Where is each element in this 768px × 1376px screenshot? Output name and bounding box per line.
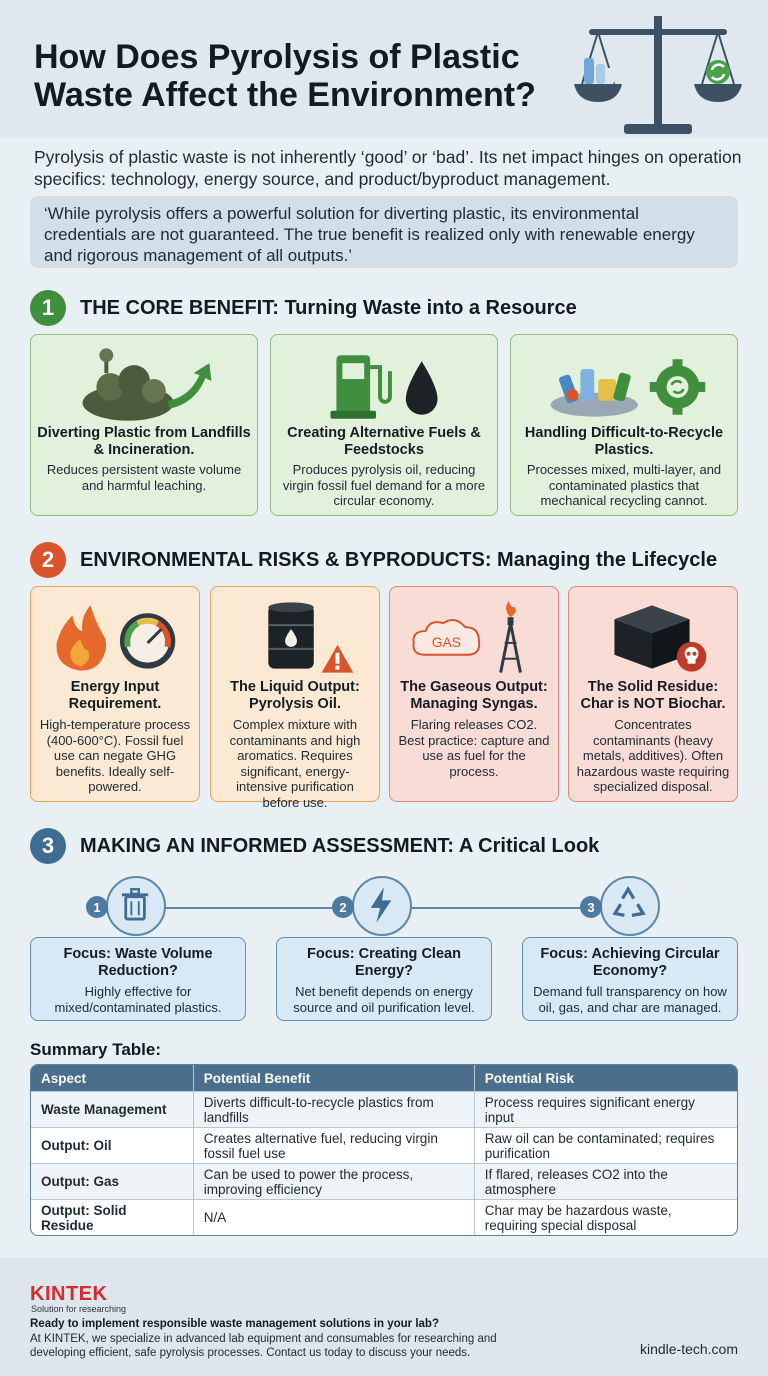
kintek-logo: KINTEK: [30, 1283, 108, 1305]
section-3-number: 3: [30, 828, 66, 864]
card-description: Flaring releases CO2. Best practice: capture and use as fuel for the process.: [398, 717, 550, 779]
step-number: 3: [580, 896, 602, 918]
benefit-card-diverting: [30, 334, 258, 516]
benefit-card-difficult-plastics: [510, 334, 738, 516]
section-2-heading: [30, 540, 717, 580]
table-row: [31, 1163, 737, 1199]
card-description: Concentrates contaminants (heavy metals, additives). Often hazardous waste requiring specialized disposal.: [576, 717, 730, 794]
card-description: Reduces persistent waste volume and harmful leaching.: [46, 462, 242, 493]
gas-label: GAS: [431, 633, 461, 650]
table-header: Potential Risk: [474, 1065, 737, 1091]
card-description: Complex mixture with contaminants and high aromatics. Requires significant, energy-intensive purification before use.: [229, 717, 361, 810]
card-title: The Liquid Output: Pyrolysis Oil.: [230, 679, 360, 712]
section-1-number: 1: [30, 290, 66, 326]
cta-text: At KINTEK, we specialize in advanced lab equipment and consumables for researching and developing efficient, safe pyrolysis processes. Contact us today to discuss your needs.: [30, 1333, 497, 1359]
recycle-icon: [600, 876, 660, 936]
lightning-icon: [352, 876, 412, 936]
table-row: [31, 1199, 737, 1235]
table-cell: N/A: [193, 1199, 474, 1235]
page-title: How Does Pyrolysis of Plastic Waste Affect the Environment?: [34, 38, 536, 114]
section-2-number: 2: [30, 542, 66, 578]
card-title: Diverting Plastic from Landfills & Incineration.: [37, 425, 251, 458]
oil-barrel-warning-icon: [211, 597, 379, 675]
card-description: Produces pyrolysis oil, reducing virgin fossil fuel demand for a more circular economy.: [282, 462, 486, 508]
key-quote: ‘While pyrolysis offers a powerful solution for diverting plastic, its environmental credentials are not guaranteed. The true benefit is realized only with renewable energy and rigorous management of all outputs.’: [30, 196, 738, 268]
summary-title: Summary Table:: [30, 1040, 162, 1059]
card-title: Creating Alternative Fuels & Feedstocks: [287, 425, 481, 458]
table-cell: Raw oil can be contaminated; requires purification: [474, 1127, 737, 1163]
card-title: Focus: Achieving Circular Economy?: [540, 946, 720, 979]
plastics-gear-icon: [511, 345, 737, 423]
card-description: Highly effective for mixed/contaminated plastics.: [54, 984, 222, 1015]
logo-tagline: Solution for researching: [31, 1304, 127, 1314]
table-header: Aspect: [31, 1065, 193, 1091]
section-1-title: THE CORE BENEFIT: Turning Waste into a Resource: [80, 296, 577, 319]
fuel-pump-drop-icon: [271, 345, 497, 423]
trash-bin-icon: [106, 876, 166, 936]
card-title: Energy Input Requirement.: [68, 679, 162, 712]
table-cell: Can be used to power the process, improving efficiency: [193, 1163, 474, 1199]
card-description: Net benefit depends on energy source and oil purification level.: [293, 984, 475, 1015]
card-title: The Solid Residue: Char is NOT Biochar.: [580, 679, 726, 712]
table-cell: If flared, releases CO2 into the atmosphere: [474, 1163, 737, 1199]
risk-card-gaseous-output: [389, 586, 559, 802]
step-number: 2: [332, 896, 354, 918]
table-header: Potential Benefit: [193, 1065, 474, 1091]
landfill-arrow-icon: [31, 345, 257, 423]
table-cell: Process requires significant energy input: [474, 1091, 737, 1127]
table-cell: Diverts difficult-to-recycle plastics from landfills: [193, 1091, 474, 1127]
section-2-title: ENVIRONMENTAL RISKS & BYPRODUCTS: Managing the Lifecycle: [80, 548, 718, 571]
table-cell: Output: Gas: [31, 1163, 193, 1199]
table-header-row: [31, 1065, 737, 1091]
section-3-heading: [30, 826, 599, 866]
gas-cloud-flare-icon: [390, 597, 558, 675]
summary-table: [30, 1064, 738, 1236]
table-cell: Char may be hazardous waste, requiring special disposal: [474, 1199, 737, 1235]
card-title: The Gaseous Output: Managing Syngas.: [400, 679, 548, 712]
table-cell: Output: Solid Residue: [31, 1199, 193, 1235]
cta-question: Ready to implement responsible waste management solutions in your lab?: [30, 1318, 439, 1330]
card-description: Demand full transparency on how oil, gas, and char are managed.: [533, 984, 727, 1015]
table-row: [31, 1127, 737, 1163]
table-cell: Output: Oil: [31, 1127, 193, 1163]
card-description: High-temperature process (400-600°C). Fossil fuel use can negate GHG benefits. Ideally self-powered.: [39, 717, 191, 794]
website-link[interactable]: kindle-tech.com: [639, 1341, 738, 1357]
card-title: Handling Difficult-to-Recycle Plastics.: [524, 425, 724, 458]
card-description: Processes mixed, multi-layer, and contaminated plastics that mechanical recycling cannot.: [526, 462, 722, 508]
card-title: Focus: Waste Volume Reduction?: [63, 946, 213, 979]
balance-scale-icon: [568, 10, 748, 138]
benefit-card-fuels: [270, 334, 498, 516]
table-cell: Waste Management: [31, 1091, 193, 1127]
risk-card-liquid-output: [210, 586, 380, 810]
assessment-card-clean-energy: [276, 937, 492, 1021]
card-title: Focus: Creating Clean Energy?: [307, 946, 461, 979]
risk-card-solid-residue: [568, 586, 738, 802]
section-1-heading: [30, 288, 577, 328]
table-row: [31, 1091, 737, 1127]
intro-text: Pyrolysis of plastic waste is not inherently ‘good’ or ‘bad’. Its net impact hinges on operation specifics: technology, energy source, and product/byproduct management.: [34, 147, 742, 189]
assessment-card-circular-economy: [522, 937, 738, 1021]
risk-card-energy: [30, 586, 200, 802]
char-cube-skull-icon: [569, 597, 737, 675]
section-3-title: MAKING AN INFORMED ASSESSMENT: A Critical Look: [80, 834, 600, 857]
assessment-card-waste-volume: [30, 937, 246, 1021]
table-cell: Creates alternative fuel, reducing virgin fossil fuel use: [193, 1127, 474, 1163]
flame-gauge-icon: [31, 597, 199, 675]
step-number: 1: [86, 896, 108, 918]
